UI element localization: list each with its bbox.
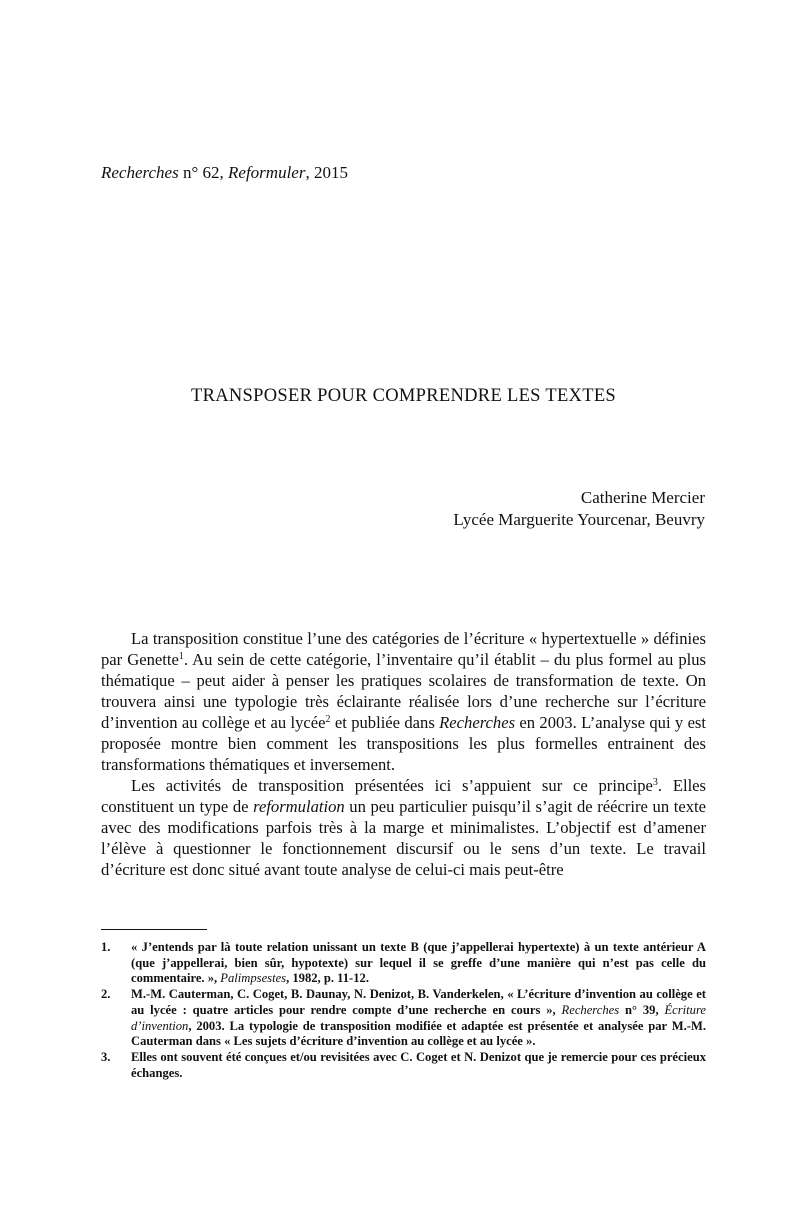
article-title: TRANSPOSER POUR COMPRENDRE LES TEXTES xyxy=(190,386,617,406)
footnote-1 xyxy=(101,940,706,987)
footnote-text: M.-M. Cauterman, C. Coget, B. Daunay, N. Denizot, B. Vanderkelen, « L’écriture d’invention au collège et au lycée : quatre articles pour rendre compte d’une recherche en cours », xyxy=(131,987,706,1017)
paragraph-text: . Elles constituent un type de xyxy=(101,776,707,816)
footnote-text: , 1982, p. 11-12. xyxy=(286,971,369,986)
footnote-separator xyxy=(101,929,207,930)
footnote-number: 2. xyxy=(101,987,111,1002)
footnotes xyxy=(101,940,706,1081)
paragraph-text: La transposition constitue l’une des catégories de l’écriture « hypertextuelle » définies par Genette xyxy=(101,629,706,669)
footnote-ref-3[interactable]: 3 xyxy=(652,777,658,788)
paragraph-text: un peu particulier puisqu’il s’agit de réécrire un texte avec des modifications parfois très à la marge et minimalistes. L’objectif est d’amener l’élève à questionner le fonctionnement discursif ou le sens d’un texte. Le travail d’écriture est donc situé avant toute analyse de celui-ci mais peut-être xyxy=(101,797,706,879)
footnote-text: « J’entends par là toute relation unissant un texte B (que j’appellerai hypertexte) à un texte antérieur A (que j’appellerai, bien sûr, hypotexte) sur lequel il se greffe d’une manière qui n’est pas celle du commentaire. », xyxy=(131,940,706,986)
footnote-italic: Palimpsestes xyxy=(220,971,287,986)
journal-name: Recherches xyxy=(101,163,179,182)
paragraph-text: et publiée dans xyxy=(330,713,440,732)
journal-reference: Recherches xyxy=(439,713,516,732)
footnote-italic: Écriture d’invention xyxy=(131,1002,706,1033)
footnote-text: n° 39, xyxy=(619,1002,665,1017)
footnote-italic: Recherches xyxy=(561,1002,620,1017)
issue-number: n° 62, xyxy=(178,163,229,182)
author-affiliation: Lycée Marguerite Yourcenar, Beuvry xyxy=(453,510,705,529)
footnote-ref-2[interactable]: 2 xyxy=(325,714,331,725)
footnote-3 xyxy=(101,1050,706,1081)
footnote-text: Elles ont souvent été conçues et/ou revisitées avec C. Coget et N. Denizot que je remercie pour ces précieux échanges. xyxy=(131,1049,706,1080)
paragraph-text: . Au sein de cette catégorie, l’inventaire qu’il établit – du plus formel au plus thématique – peut aider à penser les pratiques scolaires de transformation de texte. On trouvera ainsi une typologie très éclairante réalisée lors d’une recherche sur l’écriture d’invention au collège et au lycée xyxy=(101,650,706,732)
author-name: Catherine Mercier xyxy=(580,488,705,507)
issue-title: Reformuler xyxy=(228,163,306,182)
italic-term: reformulation xyxy=(253,797,345,816)
issue-year: , 2015 xyxy=(305,163,348,182)
footnote-text: , 2003. La typologie de transposition modifiée et adaptée est présentée et analysée par M.-M. Cauterman dans « Les sujets d’écriture d’invention au collège et au lycée ». xyxy=(131,1018,706,1049)
footnote-number: 1. xyxy=(101,940,111,954)
paragraph-text: en 2003. L’analyse qui y est proposée montre bien comment les transpositions les plus formelles entrainent des transformations thématiques et inversement. xyxy=(101,713,706,774)
article-body xyxy=(101,628,706,880)
running-header xyxy=(101,162,348,184)
footnote-number: 3. xyxy=(101,1049,111,1064)
paragraph-text: Les activités de transposition présentées ici s’appuient sur ce principe xyxy=(131,776,653,795)
paragraph-2 xyxy=(101,775,706,880)
author-block xyxy=(453,487,705,531)
paragraph-1 xyxy=(101,628,706,775)
footnote-2 xyxy=(101,987,706,1050)
footnote-ref-1[interactable]: 1 xyxy=(178,651,184,662)
